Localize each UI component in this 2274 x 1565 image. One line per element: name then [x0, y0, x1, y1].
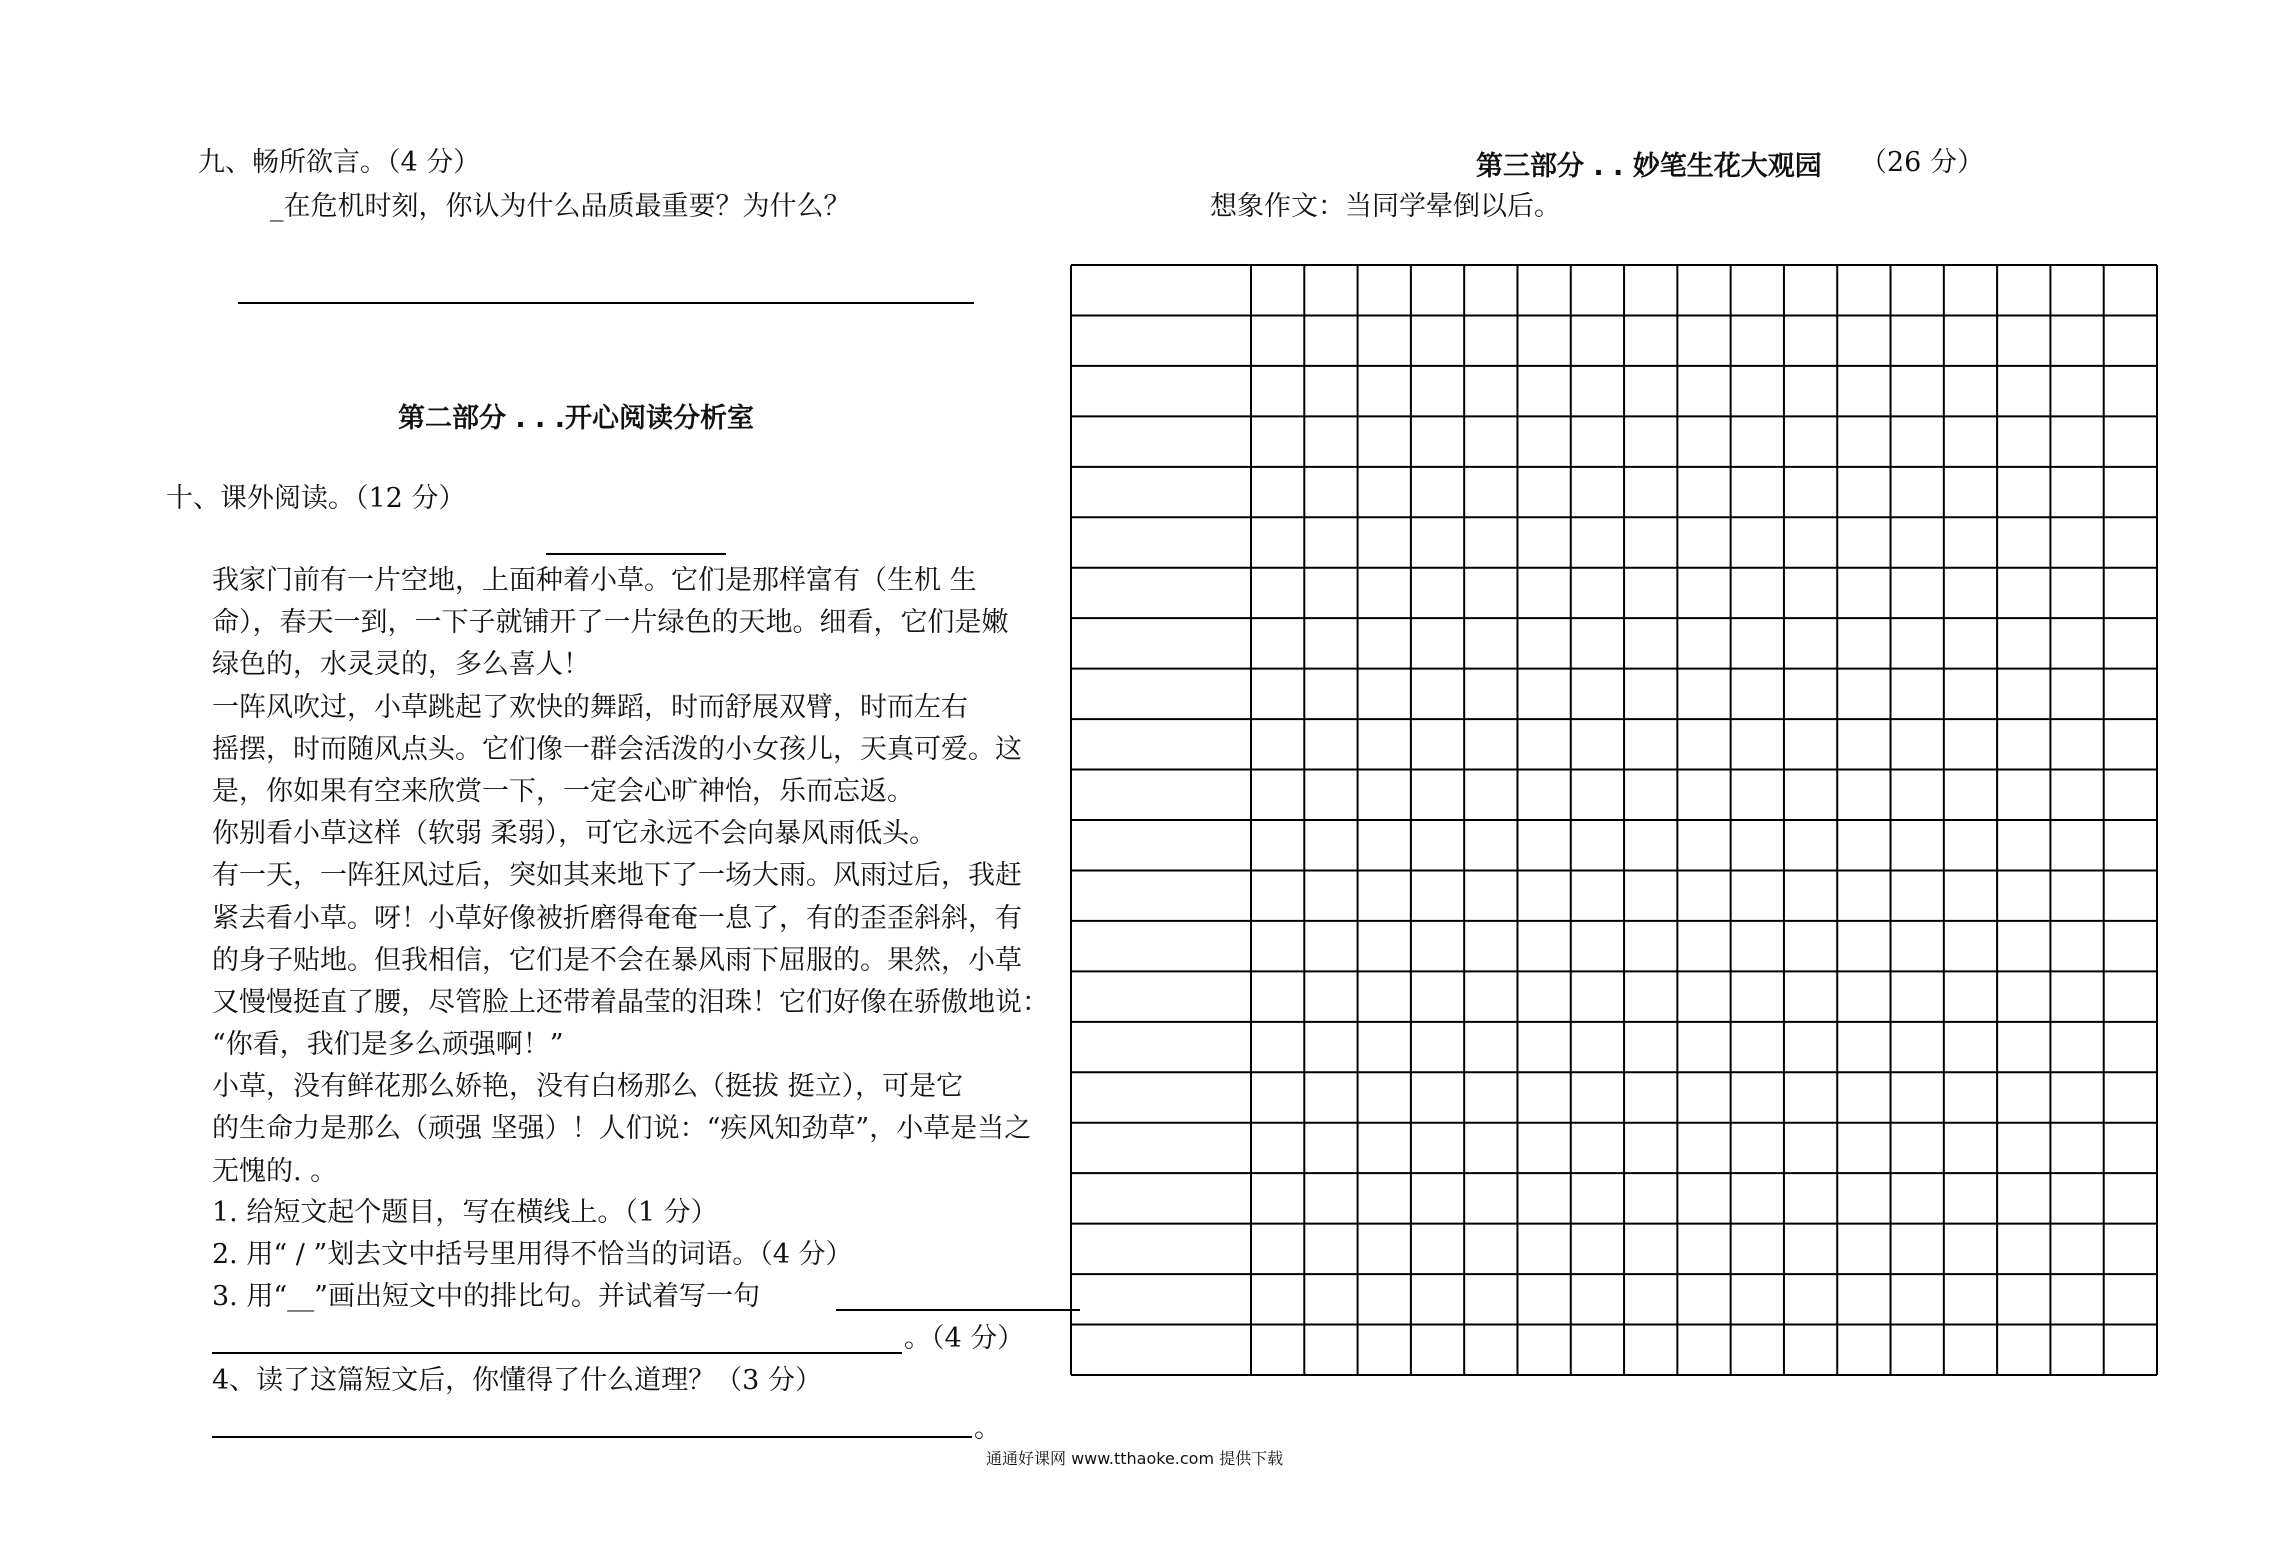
- q10-heading: 十、课外阅读。（12 分）: [166, 483, 466, 514]
- passage-line: 一阵风吹过，小草跳起了欢快的舞蹈，时而舒展双臂，时而左右: [212, 691, 968, 723]
- footer-credit: 通通好课网 www.tthaoke.com 提供下载: [986, 1449, 1284, 1468]
- sub3-answer-line-b: [212, 1352, 902, 1354]
- passage-line: 绿色的，水灵灵的，多么喜人！: [212, 649, 590, 681]
- passage-line: 你别看小草这样（软弱 柔弱），可它永远不会向暴风雨低头。: [212, 818, 937, 850]
- sub-question-3: 3. 用“__”画出短文中的排比句。并试着写一句: [212, 1281, 760, 1312]
- sub-question-1: 1. 给短文起个题目，写在横线上。（1 分）: [212, 1197, 718, 1228]
- passage-line: 小草，没有鲜花那么娇艳，没有白杨那么（挺拔 挺立），可是它: [212, 1071, 964, 1103]
- sub3-score: 。（4 分）: [904, 1323, 1025, 1354]
- part3-title: 第三部分 . . 妙笔生花大观园: [1476, 151, 1822, 182]
- sub-question-2: 2. 用“ / ”划去文中括号里用得不恰当的词语。（4 分）: [212, 1239, 853, 1270]
- sub-question-4: 4、读了这篇短文后，你懂得了什么道理？（3 分）: [212, 1365, 822, 1396]
- title-blank-line: [546, 553, 726, 555]
- passage-line: 我家门前有一片空地，上面种着小草。它们是那样富有（生机 生: [212, 565, 977, 596]
- passage-line: 紧去看小草。呀！小草好像被折磨得奄奄一息了，有的歪歪斜斜，有: [212, 902, 1022, 934]
- passage-line: 又慢慢挺直了腰，尽管脸上还带着晶莹的泪珠！它们好像在骄傲地说：: [212, 986, 1049, 1018]
- part3-score: （26 分）: [1860, 147, 1984, 178]
- passage-line: “你看，我们是多么顽强啊！”: [212, 1029, 564, 1061]
- q9-heading: 九、畅所欲言。（4 分）: [198, 147, 481, 178]
- passage-line: 是，你如果有空来欣赏一下，一定会心旷神怡，乐而忘返。: [212, 775, 914, 807]
- passage-line: 无愧的. 。: [212, 1155, 338, 1187]
- sub4-answer-line: [212, 1436, 972, 1438]
- passage-line: 的身子贴地。但我相信，它们是不会在暴风雨下屈服的。果然，小草: [212, 944, 1022, 976]
- sub3-answer-line-a: [836, 1309, 1080, 1311]
- passage-line: 有一天，一阵狂风过后，突如其来地下了一场大雨。风雨过后，我赶: [212, 860, 1022, 892]
- reading-passage: [212, 560, 1082, 1193]
- composition-grid: [1070, 264, 2160, 1378]
- part3-prompt: 想象作文：当同学晕倒以后。: [1210, 191, 1561, 222]
- passage-line: 命），春天一到，一下子就铺开了一片绿色的天地。细看，它们是嫩: [212, 607, 1009, 639]
- sub4-end-mark: 。: [974, 1413, 1001, 1444]
- part2-title: 第二部分 . . .开心阅读分析室: [398, 403, 754, 434]
- q9-answer-line: [238, 302, 974, 304]
- passage-line: 的生命力是那么（顽强 坚强）！人们说：“疾风知劲草”，小草是当之: [212, 1113, 1032, 1145]
- passage-line: 摇摆，时而随风点头。它们像一群会活泼的小女孩儿，天真可爱。这: [212, 733, 1022, 765]
- q9-prompt: _在危机时刻，你认为什么品质最重要？为什么？: [270, 191, 851, 222]
